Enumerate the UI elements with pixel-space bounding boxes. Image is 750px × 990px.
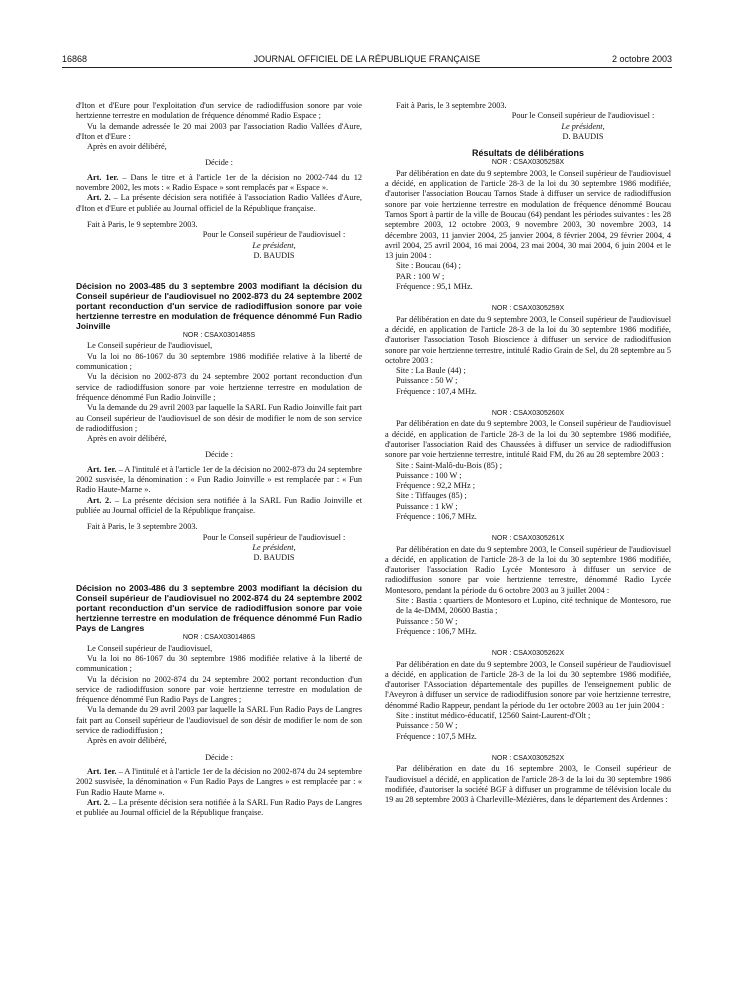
signature-line: Pour le Conseil supérieur de l'audiovisuel : (202, 230, 346, 240)
article-label: Art. 1er. (87, 766, 117, 776)
issue-date: 2 octobre 2003 (611, 54, 672, 64)
article-2: Art. 2. – La présente décision sera notifiée à la SARL Fun Radio Joinville et publiée au Journal officiel de la République française. (76, 495, 363, 515)
detail-line: PAR : 100 W ; (396, 271, 445, 281)
paragraph: Vu la demande adressée le 20 mai 2003 par l'association Radio Vallées d'Aure, d'Iton et d'Eure : (76, 121, 362, 141)
signature-name: D. BAUDIS (253, 250, 295, 260)
detail-line: Fréquence : 107,5 MHz. (396, 731, 477, 741)
signature-date: Fait à Paris, le 9 septembre 2003. (87, 219, 198, 229)
technical-details (385, 261, 671, 292)
paragraph: Le Conseil supérieur de l'audiovisuel, (87, 341, 213, 351)
article-label: Art. 2. (87, 495, 112, 505)
detail-line: Puissance : 100 W ; (396, 470, 462, 480)
detail-line: Fréquence : 106,7 MHz. (396, 626, 477, 636)
header-rule (62, 67, 672, 68)
signature-title: Le président, (561, 121, 605, 131)
article-label: Art. 1er. (87, 464, 117, 474)
right-column (385, 101, 671, 805)
detail-line: Puissance : 50 W ; (396, 616, 458, 626)
deliberation-text: Par délibération en date du 16 septembre 2003, le Conseil supérieur de l'audiovisuel a décidé, en application de l'article 28-3 de la loi du 30 septembre 1986 modifiée, d'autoriser la société BGF à diffuser un programme de télévision locale du 19 au 28 septembre 2003 à Charleville-Mézières, dans le département des Ardennes : (385, 764, 671, 805)
paragraph: Vu la loi no 86-1067 du 30 septembre 1986 modifiée relative à la liberté de communication ; (76, 351, 362, 372)
paragraph: Vu la demande du 29 avril 2003 par laquelle la SARL Fun Radio Joinville fait part au Conseil supérieur de l'audiovisuel de son désir de modifier le nom de son service de radiodiffusion ; (76, 403, 362, 433)
decide-heading: Décide : (205, 450, 233, 460)
nor-reference: NOR : CSAX0305259X (491, 305, 565, 313)
deliberation-text: Par délibération en date du 9 septembre 2003, le Conseil supérieur de l'audiovisuel a décidé, en application de l'article 28-3 de la loi du 30 septembre 1986 modifiée, d'autoriser l'association Radio Lycée Montesoro à diffuser un service de radiodiffusion sonore par voie hertzienne terrestre, dénommé Radio Lycée Montesoro, pendant la période du 6 octobre 2003 au 3 juillet 2004 : (385, 544, 671, 595)
page-number: 16868 (62, 54, 88, 64)
signature-line: Pour le Conseil supérieur de l'audiovisuel : (511, 111, 655, 121)
nor-reference: NOR : CSAX0301486S (182, 634, 256, 642)
article-1: Art. 1er. – Dans le titre et à l'article 1er de la décision no 2002-744 du 12 novembre 2002, les mots : « Radio Espace » sont remplacés par « Espace ». (76, 172, 362, 193)
paragraph: Après en avoir délibéré, (87, 142, 167, 152)
article-1: Art. 1er. – A l'intitulé et à l'article 1er de la décision no 2002-874 du 24 septembre 2002 susvisée, la dénomination « Fun Radio Pays de Langres » est remplacée par : « Fun Radio Haute Marne ». (76, 766, 362, 797)
signature-line: Pour le Conseil supérieur de l'audiovisuel : (202, 532, 346, 542)
detail-line: Fréquence : 95,1 MHz. (396, 282, 473, 292)
detail-line: Site : La Baule (44) ; (396, 366, 466, 376)
paragraph: Vu la demande du 29 avril 2003 par laquelle la SARL Fun Radio Pays de Langres fait part au Conseil supérieur de l'audiovisuel de son désir de modifier le nom de son service de radiodiffusion ; (76, 705, 362, 736)
detail-line: Fréquence : 107,4 MHz. (396, 386, 477, 396)
detail-line: Puissance : 50 W ; (396, 721, 458, 731)
detail-line: Site : Boucau (64) ; (396, 261, 461, 271)
nor-reference: NOR : CSAX0305260X (491, 410, 565, 418)
detail-line: Fréquence : 106,7 MHz. (396, 511, 477, 521)
detail-line: Site : institut médico-éducatif, 12560 Saint-Laurent-d'Olt ; (396, 711, 591, 721)
detail-line: Fréquence : 92,2 MHz ; (396, 481, 476, 491)
signature-title: Le président, (252, 542, 296, 552)
detail-line: Site : Bastia : quartiers de Montesoro et Lupino, cité technique de Montesoro, rue de la 4e-DMM, 20600 Bastia ; (396, 596, 671, 616)
technical-details (385, 711, 671, 742)
paragraph: Après en avoir délibéré, (87, 736, 167, 746)
article-2: Art. 2. – La présente décision sera notifiée à la SARL Fun Radio Pays de Langres et publiée au Journal officiel de la République française. (76, 797, 362, 818)
nor-reference: NOR : CSAX0301485S (182, 332, 256, 340)
signature-date: Fait à Paris, le 3 septembre 2003. (396, 101, 507, 110)
deliberation-text: Par délibération en date du 9 septembre 2003, le Conseil supérieur de l'audiovisuel a décidé, en application de l'article 28-3 de la loi du 30 septembre 1986 modifiée, d'autoriser l'association Tosoh Bioscience à diffuser un service de radiodiffusion sonore par voie hertzienne terrestre, intitulé Radio Grain de Sel, du 28 septembre au 5 octobre 2003 : (385, 314, 671, 365)
section-title: Résultats de délibérations (471, 148, 585, 159)
signature-date: Fait à Paris, le 3 septembre 2003. (87, 522, 198, 532)
paragraph: Vu la décision no 2002-873 du 24 septembre 2002 portant reconduction d'un service de radiodiffusion sonore par voie hertzienne terrestre en modulation de fréquence dénommé Fun Radio Joinville ; (76, 372, 362, 402)
journal-title: JOURNAL OFFICIEL DE LA RÉPUBLIQUE FRANÇAISE (253, 54, 481, 64)
deliberation-text: Par délibération en date du 9 septembre 2003, le Conseil supérieur de l'audiovisuel a décidé, en application de l'article 28-3 de la loi du 30 septembre 1986 modifiée, d'autoriser l'Association départementale des pupilles de l'enseignement public de l'Aveyron à diffuser un service de radiodiffusion sonore par voie hertzienne terrestre, dénommé Radio Rappeur, pendant la période du 1er octobre 2003 au 1er juin 2004 : (385, 659, 671, 710)
technical-details (385, 366, 671, 397)
technical-details (385, 461, 671, 523)
signature-title: Le président, (252, 240, 296, 250)
nor-reference: NOR : CSAX0305252X (491, 754, 565, 762)
detail-line: Site : Tiffauges (85) ; (396, 491, 467, 501)
signature-name: D. BAUDIS (562, 131, 604, 141)
article-1: Art. 1er. – A l'intitulé et à l'article 1er de la décision no 2002-873 du 24 septembre 2002 susvisée, la dénomination : « Fun Radio Joinville » est remplacée par : « Fun Radio Haute-Marne ». (76, 464, 362, 495)
paragraph: Vu la décision no 2002-874 du 24 septembre 2002 portant reconduction d'un service de radiodiffusion sonore par voie hertzienne terrestre en modulation de fréquence dénommé Fun Radio Pays de Langres ; (76, 674, 362, 705)
decision-title: Décision no 2003-486 du 3 septembre 2003 modifiant la décision du Conseil supérieur de l'audiovisuel no 2002-874 du 24 septembre 2002 portant reconduction d'un service de radiodiffusion sonore par voie hertzienne terrestre en modulation de fréquence dénommé Fun Radio Pays de Langres (76, 583, 362, 634)
article-label: Art. 2. (87, 797, 110, 807)
decide-heading: Décide : (205, 752, 233, 762)
paragraph: d'Iton et d'Eure pour l'exploitation d'un service de radiodiffusion sonore par voie hertzienne terrestre en modulation de fréquence dénommé Radio Espace ; (76, 101, 362, 121)
left-column (76, 101, 362, 818)
technical-details (385, 596, 671, 637)
detail-line: Site : Saint-Malô-du-Bois (85) ; (396, 460, 503, 470)
decide-heading: Décide : (205, 158, 233, 168)
signature-name: D. BAUDIS (253, 553, 295, 563)
article-2: Art. 2. – La présente décision sera notifiée à l'association Radio Vallées d'Aure, d'Iton et d'Eure et publiée au Journal officiel de la République française. (76, 193, 363, 213)
article-label: Art. 2. (87, 193, 111, 203)
paragraph: Le Conseil supérieur de l'audiovisuel, (87, 643, 213, 653)
paragraph: Vu la loi no 86-1067 du 30 septembre 1986 modifiée relative à la liberté de communication ; (76, 653, 362, 674)
detail-line: Puissance : 1 kW ; (396, 501, 458, 511)
article-label: Art. 1er. (87, 172, 119, 182)
decision-title: Décision no 2003-485 du 3 septembre 2003 modifiant la décision du Conseil supérieur de l'audiovisuel no 2002-873 du 24 septembre 2002 portant reconduction d'un service de radiodiffusion sonore par voie hertzienne terrestre en modulation de fréquence dénommé Fun Radio Joinville (76, 281, 362, 332)
page-header (62, 54, 672, 68)
nor-reference: NOR : CSAX0305258X (491, 159, 565, 167)
deliberation-text: Par délibération en date du 9 septembre 2003, le Conseil supérieur de l'audiovisuel a décidé, en application de l'article 28-3 de la loi du 30 septembre 1986 modifiée, d'autoriser l'association Raid des Chaussées à diffuser un service de radiodiffusion sonore par voie hertzienne terrestre, intitulé Raid FM, du 26 au 28 septembre 2003 : (385, 419, 671, 460)
deliberation-text: Par délibération en date du 9 septembre 2003, le Conseil supérieur de l'audiovisuel a décidé, en application de l'article 28-3 de la loi du 30 septembre 1986 modifiée, d'autoriser l'association Boucau Tarnos Stade à diffuser un service de radiodiffusion sonore par voie hertzienne terrestre en modulation de fréquence dénommé Boucau Tarnos Sport à partir de la ville de Boucau (64) pendant les périodes suivantes : les 28 septembre 2003, 12 octobre 2003, 9 novembre 2003, 30 novembre 2003, 14 décembre 2003, 11 janvier 2004, 25 janvier 2004, 8 février 2004, 29 février 2004, 4 avril 2004, 25 avril 2004, 16 mai 2004, 23 mai 2004, 30 mai 2004, 6 juin 2004 et le 13 juin 2004 : (385, 168, 671, 261)
nor-reference: NOR : CSAX0305261X (491, 535, 565, 543)
nor-reference: NOR : CSAX0305262X (491, 650, 565, 658)
paragraph: Après en avoir délibéré, (87, 434, 167, 444)
detail-line: Puissance : 50 W ; (396, 376, 458, 386)
